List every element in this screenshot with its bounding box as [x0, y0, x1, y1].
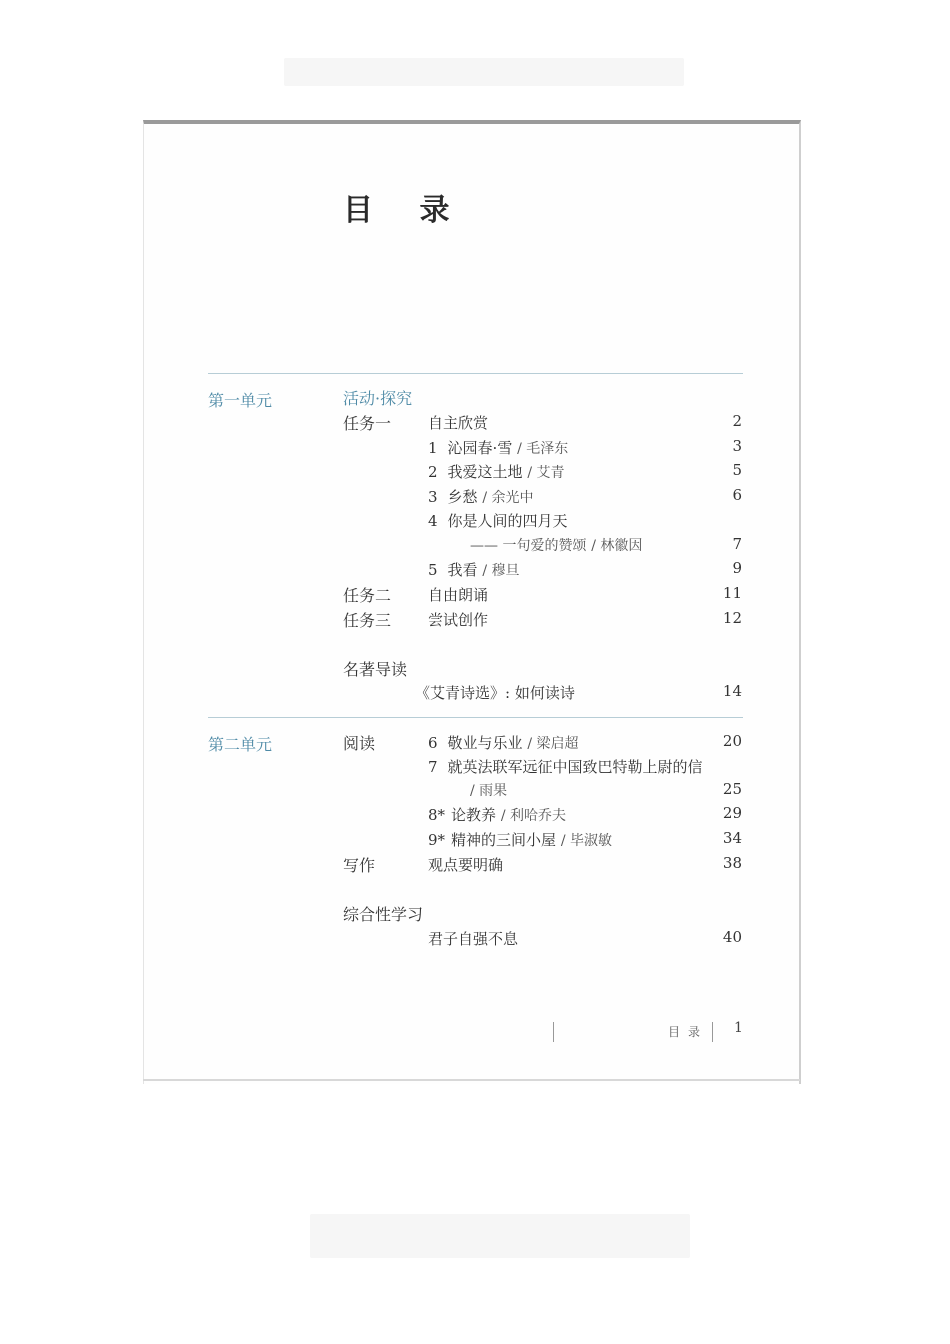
- lesson-author: / 余光中: [482, 490, 534, 506]
- toc-entry[interactable]: 《艾青诗选》: 如何读诗: [415, 684, 575, 702]
- toc-entry[interactable]: 君子自强不息: [428, 930, 519, 948]
- section-label: 活动·探究: [343, 389, 413, 408]
- footer-divider: [553, 1022, 554, 1042]
- lesson-number: 2: [428, 463, 438, 481]
- lesson-author-line: [470, 780, 507, 800]
- comprehensive-label: 综合性学习: [343, 905, 424, 924]
- unit-divider: [208, 373, 743, 374]
- page-number: 9: [732, 559, 742, 577]
- page-number: 12: [722, 609, 742, 627]
- lesson-number: 1: [428, 439, 438, 457]
- lesson-number: 6: [428, 734, 438, 752]
- bottom-band: [310, 1214, 690, 1258]
- reading-guide-label: 名著导读: [343, 660, 408, 679]
- page-number: 5: [732, 461, 742, 479]
- page-number: 29: [722, 804, 742, 822]
- lesson-author: / 毛泽东: [517, 441, 569, 457]
- unit-label: 第二单元: [208, 735, 273, 754]
- lesson-entry[interactable]: [428, 559, 520, 580]
- lesson-title: 乡愁: [447, 488, 478, 506]
- lesson-author: / 雨果: [470, 783, 508, 799]
- lesson-author: / 林徽因: [591, 538, 643, 554]
- page-number: 20: [722, 732, 742, 750]
- footer-label: 目录: [668, 1025, 709, 1039]
- lesson-title: 我爱这土地: [447, 463, 523, 481]
- page-number: 11: [722, 584, 742, 602]
- writing-label: 写作: [343, 856, 376, 875]
- page-number: 2: [732, 412, 742, 430]
- lesson-author: / 梁启超: [527, 736, 579, 752]
- task-label: 任务一: [343, 414, 392, 433]
- lesson-title: 论教养: [451, 806, 497, 824]
- lesson-entry[interactable]: [428, 804, 566, 825]
- task-label: 任务二: [343, 586, 392, 605]
- page-number: 25: [722, 780, 742, 798]
- page-number: 38: [722, 854, 742, 872]
- lesson-entry[interactable]: [428, 461, 565, 482]
- lesson-title: 精神的三间小屋: [451, 831, 557, 849]
- lesson-entry[interactable]: [428, 486, 534, 507]
- lesson-number: 3: [428, 488, 438, 506]
- lesson-subtitle: —— 一句爱的赞颂: [470, 538, 587, 554]
- toc-entry[interactable]: 尝试创作: [428, 611, 489, 629]
- lesson-author: / 穆旦: [482, 563, 520, 579]
- task-label: 任务三: [343, 611, 392, 630]
- lesson-entry[interactable]: [428, 732, 579, 753]
- lesson-subtitle-line: [470, 535, 642, 555]
- lesson-author: / 艾青: [527, 465, 565, 481]
- lesson-number: 9*: [428, 831, 446, 849]
- lesson-number: 7: [428, 758, 438, 776]
- lesson-entry[interactable]: [428, 510, 568, 531]
- unit-label: 第一单元: [208, 391, 273, 410]
- page-number: 6: [732, 486, 742, 504]
- toc-entry[interactable]: 观点要明确: [428, 856, 504, 874]
- toc-entry[interactable]: 自主欣赏: [428, 414, 489, 432]
- lesson-entry[interactable]: [428, 437, 568, 458]
- lesson-title: 就英法联军远征中国致巴特勒上尉的信: [447, 758, 703, 776]
- unit-divider: [208, 717, 743, 718]
- lesson-title: 你是人间的四月天: [447, 512, 568, 530]
- lesson-title: 我看: [447, 561, 478, 579]
- page-bottom-edge: [143, 1079, 800, 1081]
- lesson-entry[interactable]: [428, 829, 612, 850]
- lesson-title: 敬业与乐业: [447, 734, 523, 752]
- page-number: 3: [732, 437, 742, 455]
- page-title: 目 录: [343, 193, 468, 228]
- page-number: 40: [722, 928, 742, 946]
- page-number: 34: [722, 829, 742, 847]
- page-number: 7: [732, 535, 742, 553]
- footer-page-number: 1: [734, 1020, 743, 1036]
- lesson-number: 8*: [428, 806, 446, 824]
- toc-entry[interactable]: 自由朗诵: [428, 586, 489, 604]
- lesson-number: 4: [428, 512, 438, 530]
- lesson-number: 5: [428, 561, 438, 579]
- lesson-author: / 利哈乔夫: [500, 808, 567, 824]
- section-label: 阅读: [343, 734, 376, 753]
- footer-divider: [712, 1022, 713, 1042]
- lesson-entry[interactable]: [428, 756, 703, 777]
- lesson-author: / 毕淑敏: [560, 833, 613, 849]
- lesson-title: 沁园春·雪: [447, 439, 513, 457]
- page-number: 14: [722, 682, 742, 700]
- top-band: [284, 58, 684, 86]
